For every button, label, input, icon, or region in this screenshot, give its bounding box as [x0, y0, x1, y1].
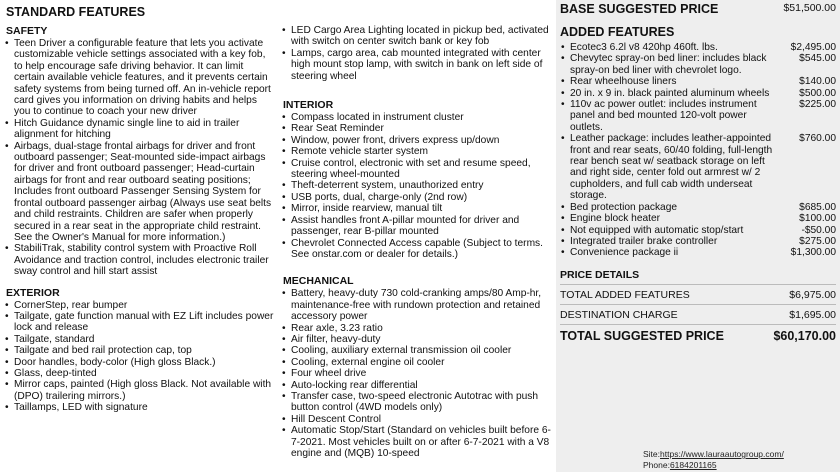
list-item: • Assist handles front A-pillar mounted for driver and passenger, rear B-pillar mounted [282, 214, 520, 238]
list-item: • Glass, deep-tinted [5, 367, 97, 379]
bullet-icon: • [282, 390, 286, 402]
option-row: • 110v ac power outlet: includes instrument panel and bed mounted 120-volt power outlets. $225.00 [561, 99, 836, 133]
list-item: • Cruise control, electronic with set and resume speed, steering wheel-mounted [282, 157, 531, 181]
standard-features-title: STANDARD FEATURES [6, 5, 146, 19]
bullet-icon: • [5, 243, 9, 255]
bullet-icon: • [561, 213, 565, 225]
bullet-icon: • [5, 345, 9, 357]
bullet-icon: • [5, 117, 9, 129]
bullet-icon: • [5, 379, 9, 391]
list-item: • Auto-locking rear differential [282, 379, 418, 391]
bullet-icon: • [282, 25, 286, 36]
bullet-icon: • [5, 38, 9, 49]
list-item: • Theft-deterrent system, unauthorized entry [282, 180, 484, 192]
divider [560, 304, 836, 305]
bullet-icon: • [282, 180, 286, 192]
list-item: • Teen Driver a configurable feature that lets you activate customizable vehicle settings associated with a key fob, to help encourage safe driving behavior. It can limit certain available vehicle features, and it prevents certain safety systems from being turned off. An in-vehicle report card gives you information on driving habits and helps you to continue to coach your new driver [5, 38, 271, 118]
list-item: • Taillamps, LED with signature [5, 402, 148, 414]
phone-link[interactable]: 6184201165 [669, 460, 717, 470]
list-item: • Compass located in instrument cluster [282, 112, 464, 124]
list-item: • Rear Seat Reminder [282, 123, 384, 135]
bullet-icon: • [282, 356, 286, 368]
total-price-row [556, 329, 840, 343]
bullet-icon: • [561, 201, 565, 213]
bullet-icon: • [561, 53, 565, 65]
phone-label: Phone: [643, 460, 670, 470]
exterior-list [4, 300, 276, 414]
bullet-icon: • [561, 235, 565, 247]
bullet-icon: • [282, 345, 286, 357]
list-item: • Mirror, inside rearview, manual tilt [282, 203, 443, 215]
list-item: • Hill Descent Control [282, 413, 382, 425]
list-item: • StabiliTrak, stability control system with Proactive Roll Avoidance and traction control, includes electronic trailer sway control and hill start assist [5, 243, 269, 278]
dealer-footer [643, 449, 784, 471]
list-item: • Window, power front, drivers express up/down [282, 134, 500, 146]
bullet-icon: • [282, 425, 286, 437]
bullet-icon: • [561, 224, 565, 236]
option-row: • Convenience package ii $1,300.00 [561, 247, 836, 259]
price-details-heading: PRICE DETAILS [560, 268, 640, 281]
total-added-row [556, 289, 840, 301]
list-item: • LED Cargo Area Lighting located in pickup bed, activated with switch on center switch bank or key fob [282, 25, 549, 48]
safety-list [4, 38, 276, 278]
bullet-icon: • [5, 356, 9, 368]
mechanical-heading: MECHANICAL [283, 275, 354, 288]
list-item: • Airbags, dual-stage frontal airbags for driver and front outboard passenger; Seat-mounted side-impact airbags for driver and front outboard passenger; Head-curtain airbags for front and rear outboard seating positions; Includes front outboard Passenger Sensing System for frontal outboard passenger airbag (Always use seat belts and child restraints. Children are safer when properly secured in a rear seat in the appropriate child restraint. See the Owner's Manual for more information.) [5, 140, 272, 243]
bullet-icon: • [561, 76, 565, 88]
exterior-heading: EXTERIOR [6, 286, 60, 299]
list-item: • Transfer case, two-speed electronic Autotrac with push button control (4WD models only) [282, 390, 539, 414]
list-item: • Battery, heavy-duty 730 cold-cranking amps/80 Amp-hr, maintenance-free with rundown protection and retained accessory power [282, 288, 542, 323]
bullet-icon: • [282, 203, 286, 215]
site-link[interactable]: https://www.lauraautogroup.com/ [660, 449, 784, 459]
list-item: • Cooling, external engine oil cooler [282, 356, 445, 368]
base-price-value: $51,500.00 [783, 2, 836, 14]
divider [560, 324, 836, 325]
bullet-icon: • [5, 333, 9, 345]
list-item: • Rear axle, 3.23 ratio [282, 322, 383, 334]
option-row: • Not equipped with automatic stop/start -$50.00 [561, 224, 836, 236]
bullet-icon: • [282, 288, 286, 300]
total-price-value: $60,170.00 [773, 328, 836, 343]
divider [560, 284, 836, 285]
added-features-heading: ADDED FEATURES [560, 25, 675, 39]
exterior-continued-list [281, 25, 551, 82]
mechanical-list [281, 288, 551, 459]
bullet-icon: • [561, 99, 565, 111]
bullet-icon: • [5, 402, 9, 414]
safety-heading: SAFETY [6, 25, 48, 37]
list-item: • Remote vehicle starter system [282, 146, 429, 158]
list-item: • Cooling, auxiliary external transmission oil cooler [282, 345, 512, 357]
bullet-icon: • [282, 368, 286, 380]
list-item: • Lamps, cargo area, cab mounted integrated with center high mount stop lamp, with switch in bank on left side of steering wheel [282, 47, 543, 82]
total-added-value: $6,975.00 [789, 288, 836, 301]
option-row: • Leather package: includes leather-appointed front and rear seats, 60/40 folding, full-length rear bench seat w/ seatback storage on left and right side, center fold out armrest w/ 2 cupholders, and full cab width underseat storage. $760.00 [561, 133, 836, 202]
option-row: • Rear wheelhouse liners $140.00 [561, 76, 836, 88]
bullet-icon: • [5, 310, 9, 322]
list-item: • USB ports, dual, charge-only (2nd row) [282, 191, 468, 203]
option-row: • Bed protection package $685.00 [561, 201, 836, 213]
list-item: • Hitch Guidance dynamic single line to aid in trailer alignment for hitching [5, 117, 240, 141]
bullet-icon: • [561, 87, 565, 99]
list-item: • CornerStep, rear bumper [5, 299, 128, 311]
list-item: • Automatic Stop/Start (Standard on vehicles built before 6-7-2021. Most vehicles built on or after 6-7-2021 with a V8 engine and (MQB) 10-speed [282, 425, 551, 459]
standard-features-column [4, 0, 276, 414]
destination-row [556, 309, 840, 321]
bullet-icon: • [5, 367, 9, 379]
total-price-label: TOTAL SUGGESTED PRICE [560, 328, 724, 343]
interior-heading: INTERIOR [283, 99, 334, 112]
bullet-icon: • [282, 333, 286, 345]
bullet-icon: • [282, 112, 286, 124]
bullet-icon: • [282, 157, 286, 169]
list-item: • Tailgate, standard [5, 333, 95, 345]
bullet-icon: • [5, 299, 9, 311]
bullet-icon: • [282, 123, 286, 135]
base-price-label: BASE SUGGESTED PRICE [560, 2, 719, 16]
bullet-icon: • [282, 47, 286, 59]
list-item: • Mirror caps, painted (High gloss Black. Not available with (DPO) trailering mirrors.) [5, 379, 272, 402]
bullet-icon: • [561, 247, 565, 259]
bullet-icon: • [282, 322, 286, 334]
features-column-2 [281, 0, 551, 459]
option-row: • Engine block heater $100.00 [561, 213, 836, 225]
bullet-icon: • [282, 413, 286, 425]
bullet-icon: • [282, 214, 286, 226]
interior-list [281, 112, 551, 260]
pricing-column [556, 0, 840, 472]
bullet-icon: • [282, 379, 286, 391]
option-row: • Chevytec spray-on bed liner: includes black spray-on bed liner with chevrolet logo. $545.00 [561, 53, 836, 76]
bullet-icon: • [282, 191, 286, 203]
list-item: • Tailgate, gate function manual with EZ Lift includes power lock and release [5, 310, 274, 334]
base-price-row [556, 2, 840, 16]
option-row: • 20 in. x 9 in. black painted aluminum wheels $500.00 [561, 87, 836, 99]
list-item: • Four wheel drive [282, 368, 367, 380]
bullet-icon: • [561, 133, 565, 145]
site-label: Site: [643, 449, 661, 459]
total-added-label: TOTAL ADDED FEATURES [560, 288, 690, 301]
bullet-icon: • [5, 140, 9, 152]
destination-label: DESTINATION CHARGE [560, 308, 678, 321]
list-item: • Air filter, heavy-duty [282, 333, 381, 345]
option-row: • Ecotec3 6.2l v8 420hp 460ft. lbs. $2,495.00 [561, 42, 836, 53]
list-item: • Tailgate and bed rail protection cap, top [5, 345, 192, 357]
bullet-icon: • [282, 237, 286, 249]
option-row: • Integrated trailer brake controller $275.00 [561, 235, 836, 247]
added-features-list [556, 42, 840, 259]
bullet-icon: • [561, 42, 565, 53]
list-item: • Chevrolet Connected Access capable (Subject to terms. See onstar.com or dealer for details.) [282, 237, 543, 260]
destination-value: $1,695.00 [789, 308, 836, 321]
bullet-icon: • [282, 146, 286, 158]
bullet-icon: • [282, 134, 286, 146]
list-item: • Door handles, body-color (High gloss Black.) [5, 356, 216, 368]
